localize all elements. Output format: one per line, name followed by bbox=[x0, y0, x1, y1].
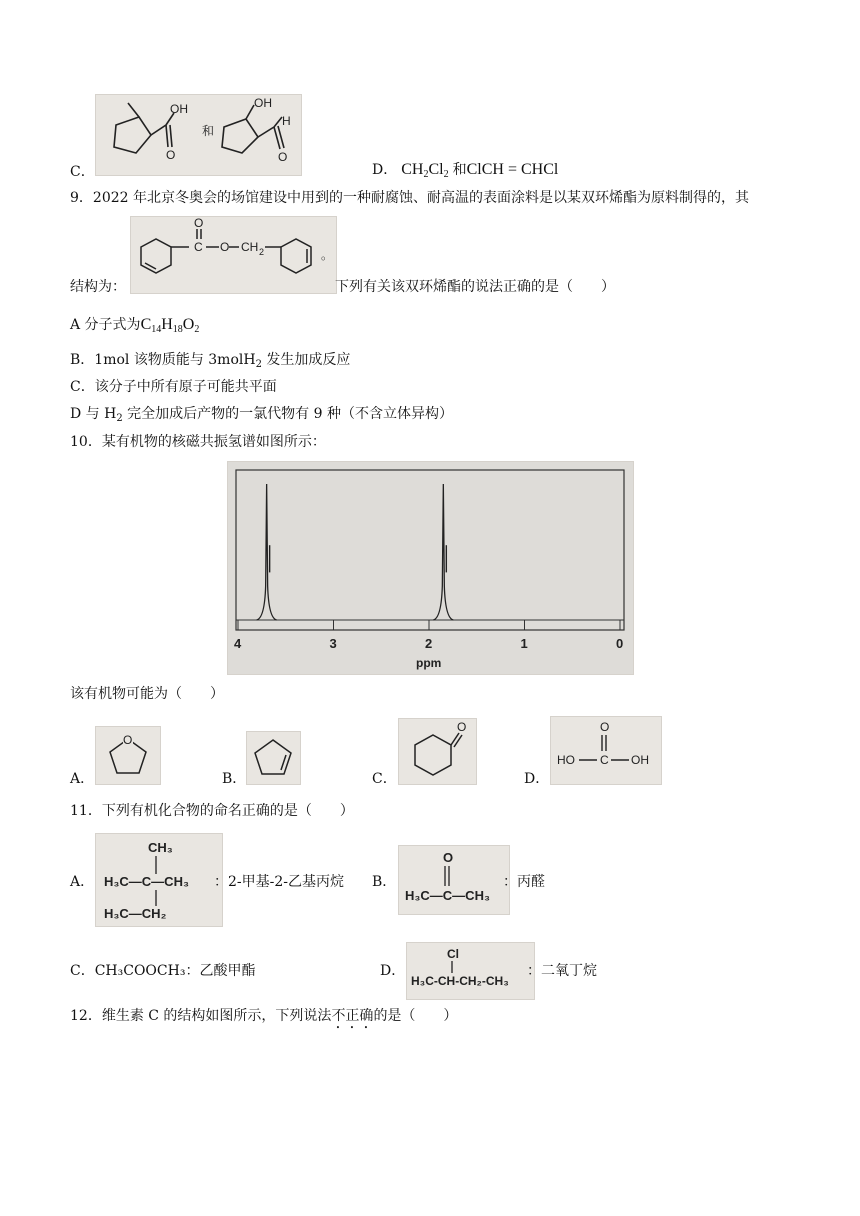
q10-d-label: D． bbox=[524, 771, 550, 787]
q8-c-structure-image bbox=[95, 94, 302, 176]
q11-b-colon: ： bbox=[503, 874, 517, 890]
q9-a-o: O bbox=[182, 316, 195, 333]
q11a-row3: H₃C—CH₂ bbox=[104, 906, 167, 921]
q9-b-rest: 发生加成反应 bbox=[261, 352, 351, 368]
q8c-o-1: O bbox=[166, 148, 176, 162]
q11-d-colon: ： bbox=[527, 963, 541, 979]
q8-d-sub1: 2 bbox=[423, 169, 429, 180]
q11-c-option: C．CH₃COOCH₃：乙酸甲酯 bbox=[70, 963, 256, 979]
q9-a-o-sub: 2 bbox=[194, 324, 200, 335]
q9-c: C bbox=[194, 240, 203, 254]
q12-stem-emphasis: 不正确 bbox=[331, 1008, 374, 1024]
q9-stem: 9．2022 年北京冬奥会的场馆建设中用到的一种耐腐蚀、耐高温的表面涂料是以某双环烯酯为原料制得的，其 bbox=[70, 190, 749, 206]
q9-d-rest: 完全加成后产物的一氯代物有 9 种（不含立体异构） bbox=[122, 406, 453, 422]
nmr-spectrum bbox=[227, 461, 634, 675]
q11-b-structure bbox=[398, 845, 510, 915]
q9-structure-suffix: 下列有关该双环烯酯的说法正确的是（ ） bbox=[335, 279, 615, 295]
q11-d-label: D． bbox=[380, 963, 406, 979]
q11-a-colon: ： bbox=[214, 874, 228, 890]
x-tick-label-4: 0 bbox=[616, 636, 624, 651]
q9-d-sub: 2 bbox=[116, 413, 123, 424]
x-tick-label-2: 2 bbox=[425, 636, 433, 651]
q9-option-d bbox=[70, 404, 453, 429]
q9-structure-prefix: 结构为： bbox=[70, 279, 126, 295]
ketone-o: O bbox=[457, 720, 467, 734]
q11b-row: H₃C—C—CH₃ bbox=[405, 888, 490, 903]
q9-a-formula bbox=[141, 316, 200, 333]
q10-a-label: A． bbox=[70, 771, 95, 787]
x-tick-label-1: 3 bbox=[329, 636, 337, 651]
q11d-row: H₃C-CH-CH₂-CH₃ bbox=[411, 974, 509, 988]
ring-o-label: O bbox=[123, 733, 133, 747]
q10-d-structure bbox=[550, 716, 662, 785]
q11-a-label: A． bbox=[70, 874, 95, 890]
q11-d-name bbox=[527, 961, 597, 981]
q9-o: O bbox=[220, 240, 230, 254]
q8-d-ch: CH bbox=[401, 161, 424, 178]
nmr-peak-1 bbox=[433, 484, 453, 620]
q11-b-name bbox=[503, 872, 545, 892]
q11d-cl: Cl bbox=[447, 947, 459, 961]
q8c-oh-1: OH bbox=[170, 102, 188, 116]
q11-d-name-text: 二氧丁烷 bbox=[541, 963, 597, 979]
q10-b-structure bbox=[246, 731, 301, 785]
q8-d-clch: ClCH = CHCl bbox=[466, 161, 559, 178]
q9-ch: CH bbox=[241, 240, 259, 254]
q9-a-prefix: A 分子式为 bbox=[70, 317, 141, 333]
q9-structure-image bbox=[130, 216, 337, 294]
q9-b-sub: 2 bbox=[255, 359, 262, 370]
q9-a-c-sub: 14 bbox=[151, 324, 162, 335]
q9-d-prefix: D 与 H bbox=[70, 406, 117, 422]
q10-stem: 10．某有机物的核磁共振氢谱如图所示： bbox=[70, 434, 326, 450]
q12-stem-before: 12．维生素 C 的结构如图所示，下列说法 bbox=[70, 1008, 332, 1024]
q9-option-b bbox=[70, 350, 350, 375]
q10-c-label: C． bbox=[372, 771, 397, 787]
q9-sub2: 2 bbox=[259, 247, 265, 257]
q8c-o-2: O bbox=[278, 150, 288, 164]
q10d-c: C bbox=[600, 753, 609, 767]
nmr-peak-0 bbox=[257, 484, 277, 620]
q10d-o: O bbox=[600, 720, 610, 734]
q12-stem-after: 的是（ ） bbox=[373, 1008, 458, 1024]
q11-d-structure bbox=[406, 942, 535, 1000]
q10d-oh: OH bbox=[631, 753, 649, 767]
q8c-h: H bbox=[282, 114, 291, 128]
q11-a-name bbox=[214, 872, 344, 892]
q8-d-label: D． bbox=[372, 162, 398, 178]
q11-stem: 11．下列有机化合物的命名正确的是（ ） bbox=[70, 803, 354, 819]
x-tick-label-3: 1 bbox=[520, 636, 528, 651]
x-tick-label-0: 4 bbox=[234, 636, 242, 651]
q8c-he: 和 bbox=[202, 124, 215, 138]
q8-c-label: C． bbox=[70, 164, 95, 180]
spectrum-frame bbox=[236, 470, 624, 630]
q11a-row2: H₃C—C—CH₃ bbox=[104, 874, 189, 889]
q11-b-label: B． bbox=[372, 874, 397, 890]
q8-d-option bbox=[372, 160, 558, 185]
q8-d-sub2: 2 bbox=[443, 169, 449, 180]
x-axis-label: ppm bbox=[416, 656, 442, 670]
q11-b-name-text: 丙醛 bbox=[517, 874, 545, 890]
q10-c-structure bbox=[398, 718, 477, 785]
q12-stem bbox=[70, 1006, 457, 1032]
q11-a-name-text: 2-甲基-2-乙基丙烷 bbox=[228, 874, 345, 890]
q9-b-text: B．1mol 该物质能与 3molH bbox=[70, 352, 256, 368]
q9-option-a bbox=[70, 315, 199, 340]
q10-question: 该有机物可能为（ ） bbox=[70, 686, 224, 702]
q10-a-structure bbox=[95, 726, 161, 785]
q9-option-c: C．该分子中所有原子可能共平面 bbox=[70, 379, 277, 395]
q11a-ch3: CH₃ bbox=[148, 840, 173, 855]
q9-a-c: C bbox=[140, 316, 152, 333]
q8-d-he: 和 bbox=[452, 162, 467, 178]
q11b-o: O bbox=[443, 850, 454, 865]
q8c-oh-2: OH bbox=[254, 96, 272, 110]
q10-b-label: B． bbox=[222, 771, 247, 787]
q8-d-cl: Cl bbox=[428, 161, 444, 178]
q9-a-h: H bbox=[161, 316, 173, 333]
q9-dot: 。 bbox=[321, 248, 334, 262]
q11-a-structure bbox=[95, 833, 223, 927]
q9-o-top: O bbox=[194, 217, 204, 230]
q9-a-h-sub: 18 bbox=[172, 324, 183, 335]
q10d-ho: HO bbox=[557, 753, 575, 767]
